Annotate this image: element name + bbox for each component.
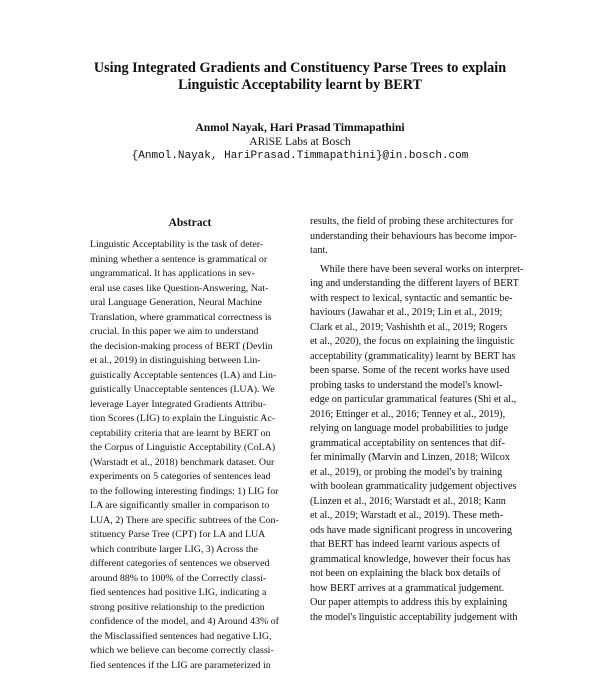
text-line: relying on language model probabilities to judge (310, 422, 532, 437)
text-line: (Linzen et al., 2016; Warstadt et al., 2018; Kann (310, 495, 532, 510)
text-line: haviours (Jawahar et al., 2019; Lin et al., 2019; (310, 306, 532, 321)
text-line: ceptability criteria that are learnt by BERT on (90, 427, 290, 442)
affiliation: ARiSE Labs at Bosch (40, 135, 560, 149)
text-line: leverage Layer Integrated Gradients Attribu- (90, 398, 290, 413)
text-line: around 88% to 100% of the Correctly classi- (90, 572, 290, 587)
text-line: been sparse. Some of the recent works have used (310, 364, 532, 379)
text-line: et al., 2019; Warstadt et al., 2019). These meth- (310, 509, 532, 524)
text-line: While there have been several works on interpret- (310, 263, 532, 278)
text-line: fer minimally (Marvin and Linzen, 2018; Wilcox (310, 451, 532, 466)
text-line: grammatical acceptability on sentences that dif- (310, 437, 532, 452)
text-line: different categories of sentences we observed (90, 557, 290, 572)
author-email: {Anmol.Nayak, HariPrasad.Timmapathini}@in.bosch.com (40, 149, 560, 163)
text-line: to the following interesting findings: 1) LIG for (90, 485, 290, 500)
text-line: understanding their behaviours has become impor- (310, 230, 532, 245)
text-line: grammatical knowledge, however their focus has (310, 553, 532, 568)
text-line: edge on particular grammatical features (Shi et al., (310, 393, 532, 408)
text-line: the model's linguistic acceptability judgement with (310, 611, 532, 626)
title-line-2: Linguistic Acceptability learnt by BERT (40, 77, 560, 94)
text-line: LA are significantly smaller in comparison to (90, 499, 290, 514)
text-line: strong positive relationship to the prediction (90, 601, 290, 616)
text-line: guistically Acceptable sentences (LA) and Lin- (90, 369, 290, 384)
text-line: that BERT has indeed learnt various aspects of (310, 538, 532, 553)
text-line: which we believe can become correctly classi- (90, 644, 290, 659)
text-line: et al., 2020), the focus on explaining the linguistic (310, 335, 532, 350)
text-line: ods have made significant progress in uncovering (310, 524, 532, 539)
text-line: the decision-making process of BERT (Devlin (90, 340, 290, 355)
text-line: results, the field of probing these architectures for (310, 215, 532, 230)
title-line-1: Using Integrated Gradients and Constituency Parse Trees to explain (40, 60, 560, 77)
text-line: Linguistic Acceptability is the task of deter- (90, 238, 290, 253)
text-line: mining whether a sentence is grammatical or (90, 253, 290, 268)
author-names: Anmol Nayak, Hari Prasad Timmapathini (40, 121, 560, 135)
text-line: confidence of the model, and 4) Around 43% of (90, 615, 290, 630)
text-line: the Misclassified sentences had negative LIG, (90, 630, 290, 645)
text-line: ural Language Generation, Neural Machine (90, 296, 290, 311)
text-line: crucial. In this paper we aim to understand (90, 325, 290, 340)
paper-title (40, 60, 560, 94)
text-line: Translation, where grammatical correctness is (90, 311, 290, 326)
text-line: stituency Parse Tree (CPT) for LA and LUA (90, 528, 290, 543)
text-line: LUA, 2) There are specific subtrees of the Con- (90, 514, 290, 529)
text-line: with respect to lexical, syntactic and semantic be- (310, 292, 532, 307)
text-line: fied sentences had positive LIG, indicating a (90, 586, 290, 601)
text-line: tion Scores (LIG) to explain the Linguistic Ac- (90, 412, 290, 427)
text-line: ing and understanding the different layers of BERT (310, 277, 532, 292)
text-line: the Corpus of Linguistic Acceptability (CoLA) (90, 441, 290, 456)
text-line: et al., 2019) in distinguishing between Lin- (90, 354, 290, 369)
text-line: Clark et al., 2019; Vashishth et al., 2019; Rogers (310, 321, 532, 336)
text-line: tant. (310, 244, 532, 259)
text-line: not been on explaining the black box details of (310, 567, 532, 582)
text-line: probing tasks to understand the model's knowl- (310, 379, 532, 394)
intro-column (310, 215, 532, 625)
text-line: (Warstadt et al., 2018) benchmark dataset. Our (90, 456, 290, 471)
text-line: experiments on 5 categories of sentences lead (90, 470, 290, 485)
text-line: which contribute larger LIG, 3) Across the (90, 543, 290, 558)
text-line: eral use cases like Question-Answering, Nat- (90, 282, 290, 297)
text-line: 2016; Ettinger et al., 2016; Tenney et al., 2019), (310, 408, 532, 423)
text-line: fied sentences if the LIG are parameterized in (90, 659, 290, 673)
abstract-heading: Abstract (90, 216, 290, 230)
text-line: acceptability (grammaticality) learnt by BERT has (310, 350, 532, 365)
text-line: et al., 2019), or probing the model's by training (310, 466, 532, 481)
text-line: guistically Unacceptable sentences (LUA). We (90, 383, 290, 398)
text-line: with boolean grammaticality judgement objectives (310, 480, 532, 495)
text-line: how BERT arrives at a grammatical judgement. (310, 582, 532, 597)
abstract-body (90, 238, 290, 673)
text-line: Our paper attempts to address this by explaining (310, 596, 532, 611)
text-line: ungrammatical. It has applications in sev- (90, 267, 290, 282)
